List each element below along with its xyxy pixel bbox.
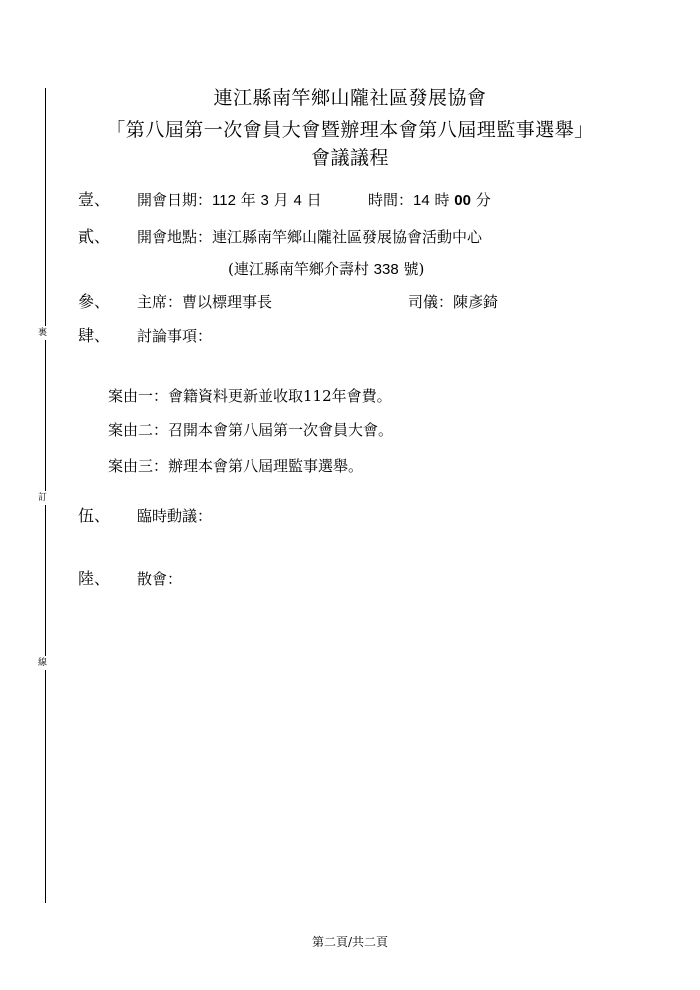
address-number: 338 (373, 261, 399, 278)
item-one-meeting-time (368, 190, 491, 211)
extempore-motions-label: 臨時動議： (137, 507, 213, 525)
meeting-minute-unit: 分 (475, 191, 491, 209)
meeting-date-label: 開會日期： (137, 191, 213, 209)
binding-mark-bottom: 線 (38, 658, 48, 668)
binding-mark-outer: 裏 (38, 328, 48, 338)
item-three-number: 參、 (78, 292, 111, 311)
meeting-year-unit: 年 (240, 191, 256, 209)
address-suffix: 號) (403, 260, 425, 278)
meeting-day-unit: 日 (306, 191, 322, 209)
location-place: 連江縣南竿鄉山隴社區發展協會活動中心 (212, 228, 483, 246)
item-six-number: 陸、 (78, 569, 111, 588)
meeting-year: 112 (212, 192, 236, 209)
item-five-number: 伍、 (78, 506, 111, 525)
item-four-number: 肆、 (78, 326, 111, 345)
chairperson: 主席：曹以標理事長 (137, 293, 273, 311)
master-of-ceremonies: 司儀：陳彥錡 (408, 293, 499, 311)
meeting-hour: 14 (413, 192, 430, 209)
case-three: 案由三：辦理本會第八屆理監事選舉。 (108, 457, 364, 475)
case-two: 案由二：召開本會第八屆第一次會員大會。 (108, 421, 394, 439)
meeting-title: 「第八屆第一次會員大會暨辦理本會第八屆理監事選舉」 (106, 119, 594, 141)
agenda-title: 會議議程 (310, 147, 389, 169)
meeting-time-label: 時間： (368, 191, 414, 209)
item-one-number: 壹、 (78, 190, 111, 209)
meeting-minute: 00 (454, 192, 471, 209)
item-two-address (228, 259, 424, 280)
binding-mark-middle: 訂 (38, 493, 48, 503)
case-one: 案由一：會籍資料更新並收取112年會費。 (108, 387, 392, 405)
item-two-number: 貳、 (78, 227, 111, 246)
association-title: 連江縣南竿鄉山隴社區發展協會 (213, 87, 487, 109)
location-label: 開會地點： (137, 228, 213, 246)
meeting-hour-unit: 時 (434, 191, 450, 209)
meeting-month: 3 (260, 192, 269, 209)
page-number: 第二頁/共二頁 (311, 935, 389, 949)
address-prefix: (連江縣南竿鄉介壽村 (228, 260, 369, 278)
discussion-label: 討論事項： (137, 327, 213, 345)
adjournment-label: 散會： (137, 570, 183, 588)
item-two-location (137, 227, 482, 247)
item-one-meeting-date (137, 190, 322, 211)
meeting-month-unit: 月 (273, 191, 289, 209)
meeting-day: 4 (293, 192, 302, 209)
